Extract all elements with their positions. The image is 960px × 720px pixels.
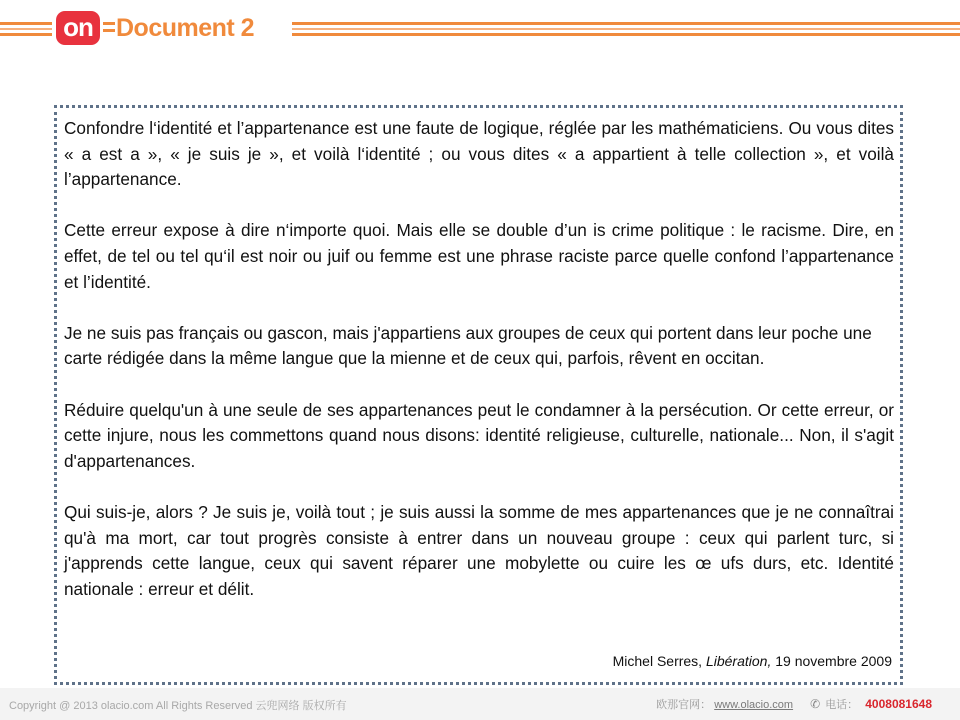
paragraph-4: Réduire quelqu'un à une seule de ses appartenances peut le condamner à la persécution. Or cette erreur, or cette injure, nous les commettons quand nous disons: identité religieuse, culturelle, nationale... Non, il s'agit d'appartenances. [64, 399, 894, 471]
footer [0, 688, 960, 720]
paragraph-5: Qui suis-je, alors ? Je suis je, voilà tout ; je suis aussi la somme de mes appartenances que je ne connaîtrai qu'à ma mort, car tout progrès consiste à entrer dans un nouveau groupe : ceux qui parlent turc, si j'apprends cette langue, ceux qui savent réparer une mobylette ou cuire les œ ufs durs, etc. Identité nationale : erreur et délit. [64, 501, 894, 599]
copyright-text: Copyright @ 2013 olacio.com All Rights Reserved 云兜网络 版权所有 [9, 700, 347, 712]
brand-logo: on [56, 11, 100, 45]
attribution [613, 653, 892, 669]
footer-contact [656, 696, 932, 712]
phone-number: 4008081648 [865, 697, 932, 711]
phone-label: 电话： [825, 699, 859, 711]
equals-icon [103, 22, 115, 34]
site-link[interactable]: www.olacio.com [714, 699, 794, 711]
header-stripes-right [292, 20, 960, 38]
paragraph-2: Cette erreur expose à dire n‘importe quoi. Mais elle se double d’un is crime politique : le racisme. Dire, en effet, de tel ou tel qu‘il est noir ou juif ou femme est une phrase raciste parce quelle confond l’appartenance et l’identité. [64, 220, 894, 292]
header-stripes-left [0, 20, 52, 38]
header-bar [0, 0, 960, 60]
attribution-date: 19 novembre 2009 [775, 653, 892, 669]
phone-icon: ✆ [810, 697, 821, 711]
paragraph-1: Confondre l‘identité et l’appartenance est une faute de logique, réglée par les mathématiciens. Ou vous dites « a est a », « je suis je », et voilà l‘identité ; ou vous dites « a appartient à telle collection », et voilà l’appartenance. [64, 118, 894, 190]
document-text-box [54, 105, 903, 685]
paragraph-3: Je ne suis pas français ou gascon, mais j'appartiens aux groupes de ceux qui portent dans leur poche une carte rédigée dans la même langue que la mienne et de ceux qui, parfois, rêvent en occitan. [64, 322, 872, 369]
page-title: Document 2 [116, 14, 255, 42]
attribution-source: Libération, [705, 653, 772, 669]
site-label: 欧那官网： [656, 699, 712, 711]
attribution-author: Michel Serres, [612, 653, 703, 669]
